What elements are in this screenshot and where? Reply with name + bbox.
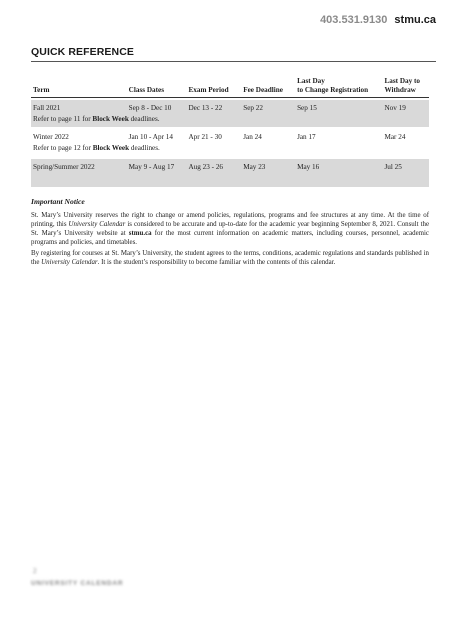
table-row bbox=[31, 129, 429, 144]
cell-change-registration: Jan 17 bbox=[297, 133, 316, 142]
cell-term: Fall 2021 bbox=[31, 100, 127, 115]
column-header-exam-period: Exam Period bbox=[188, 86, 229, 94]
column-header-class-dates: Class Dates bbox=[128, 86, 164, 94]
cell-class-dates: Sep 8 - Dec 10 bbox=[127, 100, 187, 115]
note-text: deadlines. bbox=[128, 114, 160, 123]
column-header-change-registration bbox=[295, 73, 382, 98]
footer-label: UNIVERSITY CALENDAR bbox=[31, 580, 124, 587]
cell-withdraw: Jul 25 bbox=[382, 159, 429, 174]
cell-withdraw: Mar 24 bbox=[384, 133, 406, 142]
table-row bbox=[31, 100, 429, 115]
cell-class-dates: Jan 10 - Apr 14 bbox=[128, 133, 173, 142]
paragraph-italic: University Calendar bbox=[68, 221, 126, 229]
table-row-padding bbox=[31, 173, 429, 187]
cell-fee-deadline: Sep 22 bbox=[241, 100, 295, 115]
website-link[interactable]: stmu.ca bbox=[128, 230, 152, 238]
table-note-row bbox=[31, 144, 429, 157]
note-emphasis: Block Week bbox=[92, 114, 129, 123]
section-title: QUICK REFERENCE bbox=[31, 46, 135, 58]
paragraph-text: St. Mary’s University reserves the right to change or amend policies, regulations, programs and fee structures at any time. At the time of printing, this bbox=[31, 212, 429, 229]
notice-paragraph bbox=[31, 211, 429, 247]
note-emphasis: Block Week bbox=[92, 143, 130, 152]
header-line: Last Day to bbox=[384, 77, 420, 85]
quick-reference-table bbox=[31, 73, 429, 187]
header-phone: 403.531.9130 bbox=[320, 14, 388, 26]
cell-change-registration: May 16 bbox=[295, 159, 382, 174]
column-header-withdraw bbox=[382, 73, 429, 98]
block-week-note bbox=[31, 144, 429, 157]
header-line: Withdraw bbox=[384, 86, 416, 94]
header-website: stmu.ca bbox=[394, 14, 436, 26]
cell-fee-deadline: Jan 24 bbox=[243, 133, 262, 142]
table-row bbox=[31, 159, 429, 174]
notice-title: Important Notice bbox=[31, 197, 85, 206]
paragraph-text: By registering for courses at St. Mary’s University, the student agrees to the terms, conditions, academic regulations and standards published in the bbox=[31, 250, 429, 267]
cell-class-dates: May 9 - Aug 17 bbox=[127, 159, 187, 174]
cell-withdraw: Nov 19 bbox=[382, 100, 429, 115]
paragraph-text: . It is the student’s responsibility to become familiar with the contents of this calendar. bbox=[97, 259, 336, 267]
cell-term: Spring/Summer 2022 bbox=[31, 159, 127, 174]
note-text: Refer to page 11 for bbox=[33, 114, 93, 123]
note-text: Refer to page 12 for bbox=[33, 143, 93, 152]
cell-exam-period: Apr 21 - 30 bbox=[188, 133, 222, 142]
paragraph-italic: University Calendar bbox=[41, 259, 98, 267]
block-week-note bbox=[31, 115, 429, 128]
column-header-term: Term bbox=[33, 86, 50, 94]
note-text: deadlines. bbox=[129, 143, 160, 152]
paragraph-text: for the most current information on academic matters, including courses, personnel, academic programs and policies, and timetables. bbox=[31, 230, 429, 247]
page-number: 2 bbox=[33, 567, 37, 575]
section-divider bbox=[31, 61, 436, 62]
column-header-fee-deadline: Fee Deadline bbox=[243, 86, 283, 94]
cell-exam-period: Aug 23 - 26 bbox=[186, 159, 241, 174]
header-line: Last Day bbox=[297, 77, 325, 85]
paragraph-text: is considered to be accurate and up-to-date for the academic year beginning September 8, 2021. Consult the St. Mary’s University website at bbox=[31, 221, 430, 238]
cell-term: Winter 2022 bbox=[33, 133, 69, 142]
page-header bbox=[320, 14, 436, 26]
table-note-row bbox=[31, 115, 429, 128]
header-line: to Change Registration bbox=[297, 86, 369, 94]
notice-paragraph bbox=[31, 249, 429, 267]
cell-change-registration: Sep 15 bbox=[295, 100, 382, 115]
cell-fee-deadline: May 23 bbox=[241, 159, 295, 174]
table-header-row bbox=[31, 73, 429, 98]
cell-exam-period: Dec 13 - 22 bbox=[186, 100, 241, 115]
